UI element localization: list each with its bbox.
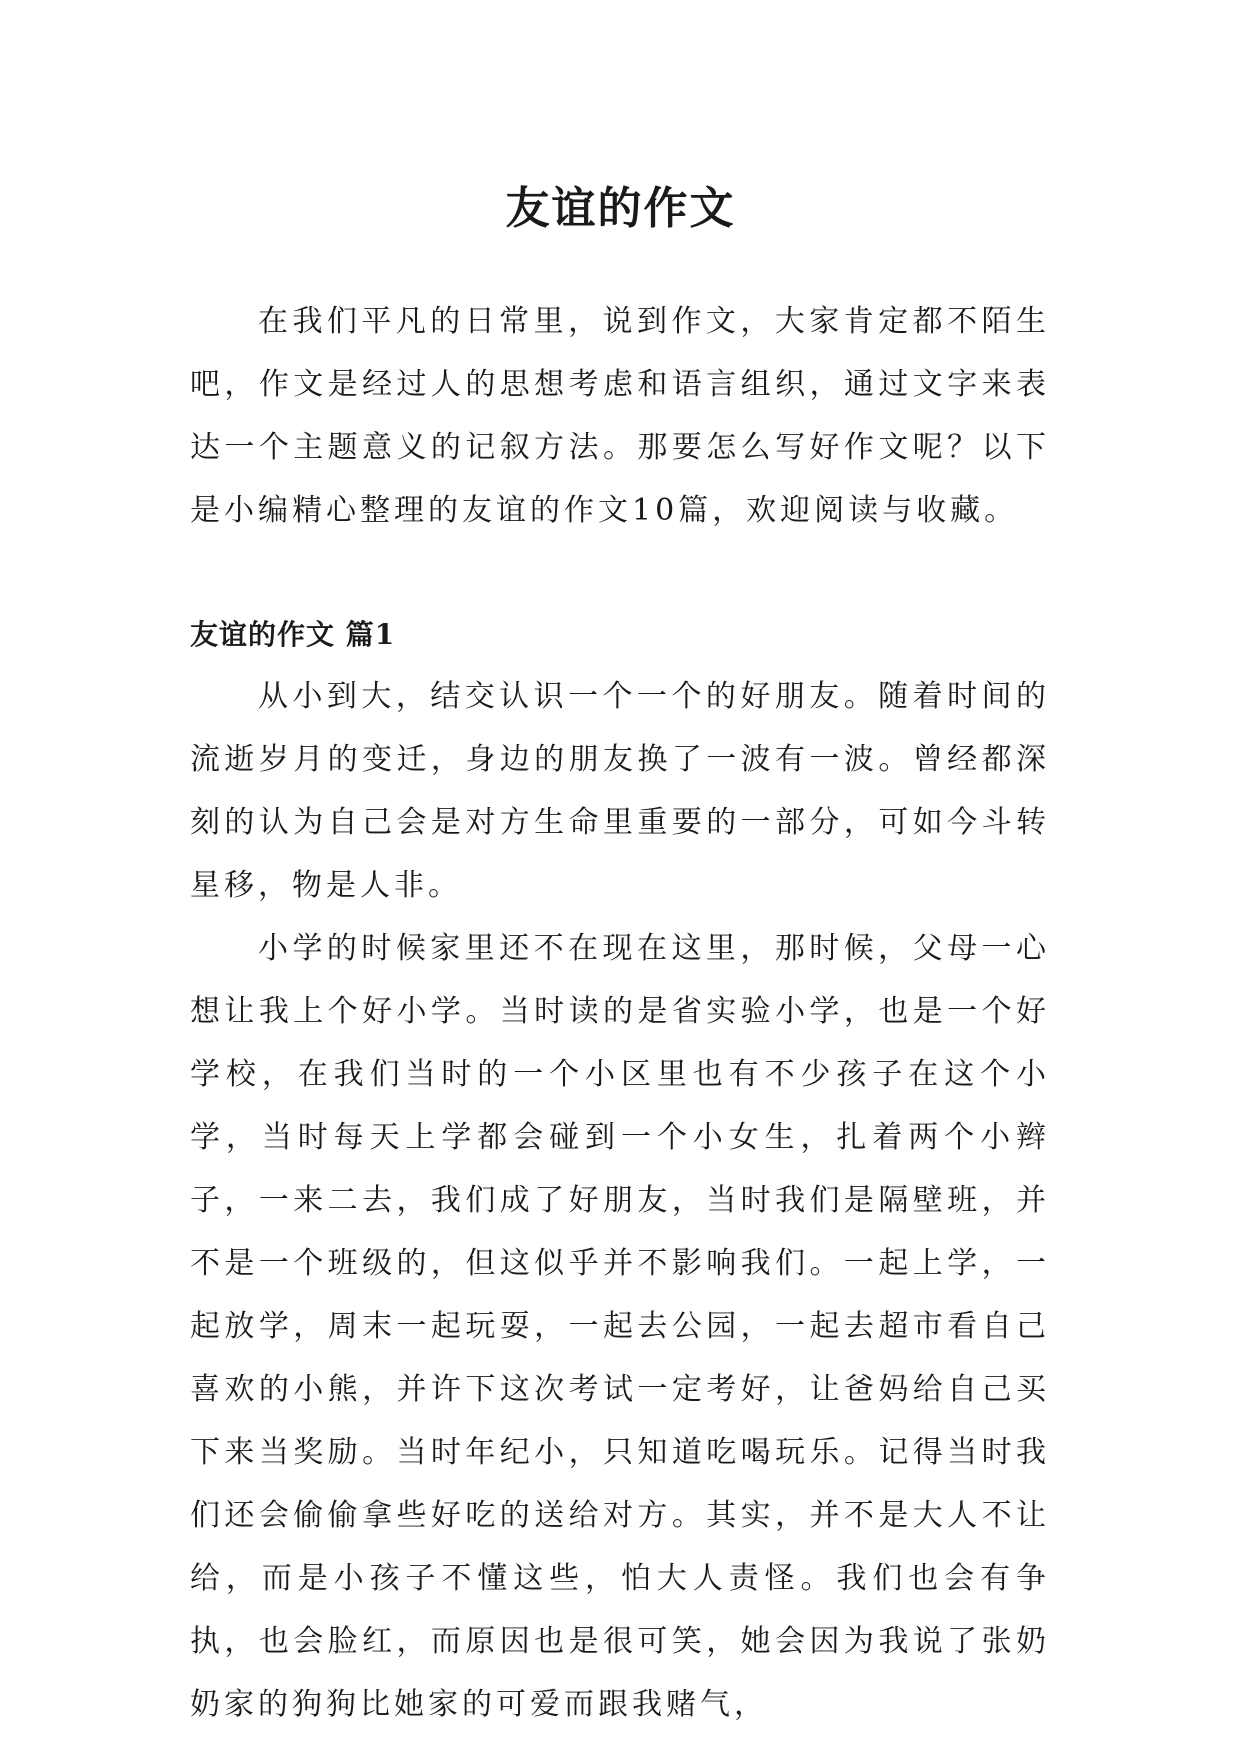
document-title: 友谊的作文 — [505, 183, 736, 235]
body-paragraph-2: 小学的时候家里还不在现在这里，那时候，父母一心想让我上个好小学。当时读的是省实验小学，也是一个好学校，在我们当时的一个小区里也有不少孩子在这个小学，当时每天上学都会碰到一个小女生，扎着两个小辫子，一来二去，我们成了好朋友，当时我们是隔壁班，并不是一个班级的，但这似乎并不影响我们。一起上学，一起放学，周末一起玩耍，一起去公园，一起去超市看自己喜欢的小熊，并许下这次考试一定考好，让爸妈给自己买下来当奖励。当时年纪小，只知道吃喝玩乐。记得当时我们还会偷偷拿些好吃的送给对方。其实，并不是大人不让给，而是小孩子不懂这些，怕大人责怪。我们也会有争执，也会脸红，而原因也是很可笑，她会因为我说了张奶奶家的狗狗比她家的可爱而跟我赌气， — [190, 931, 1050, 1722]
body-paragraph-1: 从小到大，结交认识一个一个的好朋友。随着时间的流逝岁月的变迁，身边的朋友换了一波有一波。曾经都深刻的认为自己会是对方生命里重要的一部分，可如今斗转星移，物是人非。 — [190, 679, 1050, 903]
section-heading: 友谊的作文 篇1 — [190, 618, 396, 651]
intro-paragraph: 在我们平凡的日常里，说到作文，大家肯定都不陌生吧，作文是经过人的思想考虑和语言组织，通过文字来表达一个主题意义的记叙方法。那要怎么写好作文呢？以下是小编精心整理的友谊的作文10篇，欢迎阅读与收藏。 — [190, 304, 1050, 528]
document-body — [190, 290, 1050, 1736]
